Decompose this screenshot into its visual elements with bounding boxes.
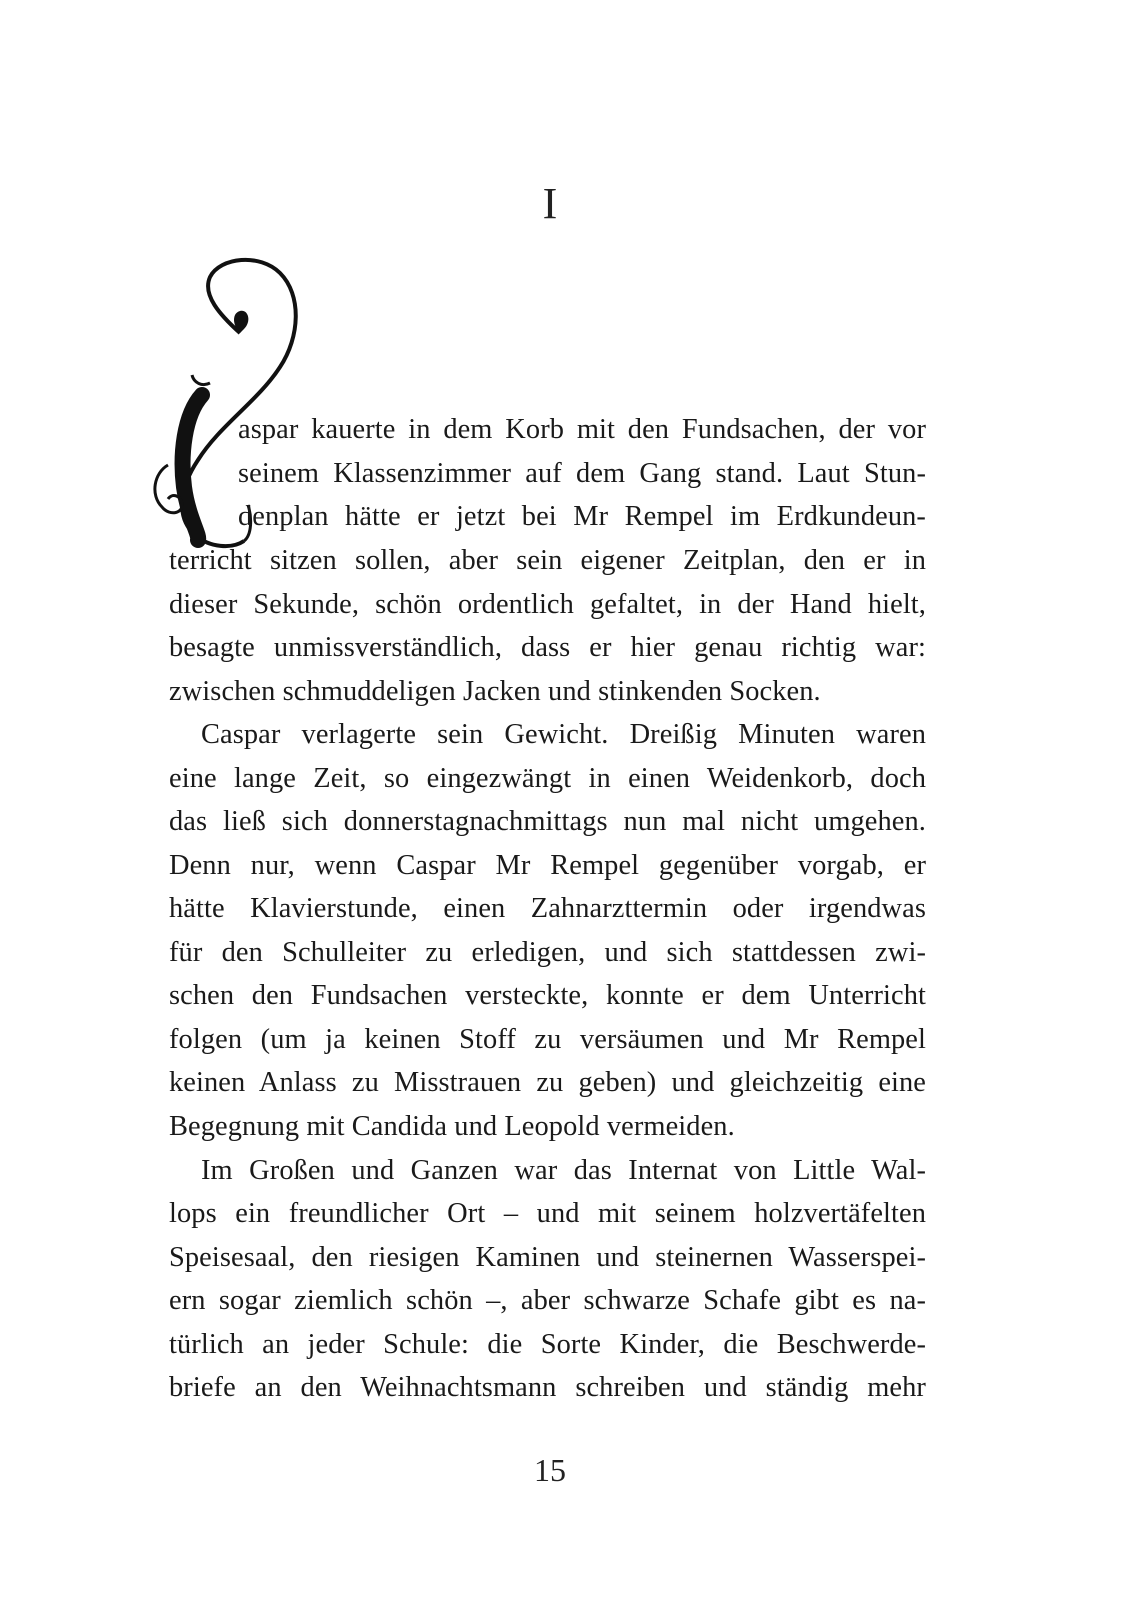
text-line: schen den Fundsachen versteckte, konnte er dem Unterricht: [169, 980, 926, 1011]
text-line: folgen (um ja keinen Stoff zu versäumen und Mr Rempel: [169, 1024, 926, 1055]
text-line: zwischen schmuddeligen Jacken und stinkenden Socken.: [169, 676, 821, 707]
page-number: 15: [534, 1452, 566, 1488]
chapter-number: I: [542, 179, 558, 228]
text-line: besagte unmissverständlich, dass er hier genau richtig war:: [169, 632, 926, 663]
text-line: briefe an den Weihnachtsmann schreiben und ständig mehr: [169, 1372, 926, 1403]
text-line: Caspar verlagerte sein Gewicht. Dreißig Minuten waren: [201, 719, 926, 750]
text-line: für den Schulleiter zu erledigen, und sich stattdessen zwi-: [169, 937, 926, 968]
text-line: denplan hätte er jetzt bei Mr Rempel im Erdkundeun-: [238, 501, 926, 532]
text-line: Im Großen und Ganzen war das Internat von Little Wal-: [201, 1155, 926, 1186]
text-line: seinem Klassenzimmer auf dem Gang stand. Laut Stun-: [238, 458, 926, 489]
text-line: Begegnung mit Candida und Leopold vermeiden.: [169, 1111, 735, 1142]
text-line: Speisesaal, den riesigen Kaminen und steinernen Wasserspei-: [169, 1242, 926, 1273]
text-line: hätte Klavierstunde, einen Zahnarzttermin oder irgendwas: [169, 893, 926, 924]
text-line: das ließ sich donnerstagnachmittags nun mal nicht umgehen.: [169, 806, 926, 837]
text-line: terricht sitzen sollen, aber sein eigener Zeitplan, den er in: [169, 545, 926, 576]
text-line: dieser Sekunde, schön ordentlich gefaltet, in der Hand hielt,: [169, 589, 926, 620]
text-line: aspar kauerte in dem Korb mit den Fundsachen, der vor: [238, 414, 926, 445]
text-line: türlich an jeder Schule: die Sorte Kinder, die Beschwerde-: [169, 1329, 926, 1360]
text-line: keinen Anlass zu Misstrauen zu geben) und gleichzeitig eine: [169, 1067, 926, 1098]
text-line: eine lange Zeit, so eingezwängt in einen Weidenkorb, doch: [169, 763, 926, 794]
text-line: ern sogar ziemlich schön –, aber schwarze Schafe gibt es na-: [169, 1285, 926, 1316]
text-line: lops ein freundlicher Ort – und mit seinem holzvertäfelten: [169, 1198, 926, 1229]
text-line: Denn nur, wenn Caspar Mr Rempel gegenüber vorgab, er: [169, 850, 926, 881]
